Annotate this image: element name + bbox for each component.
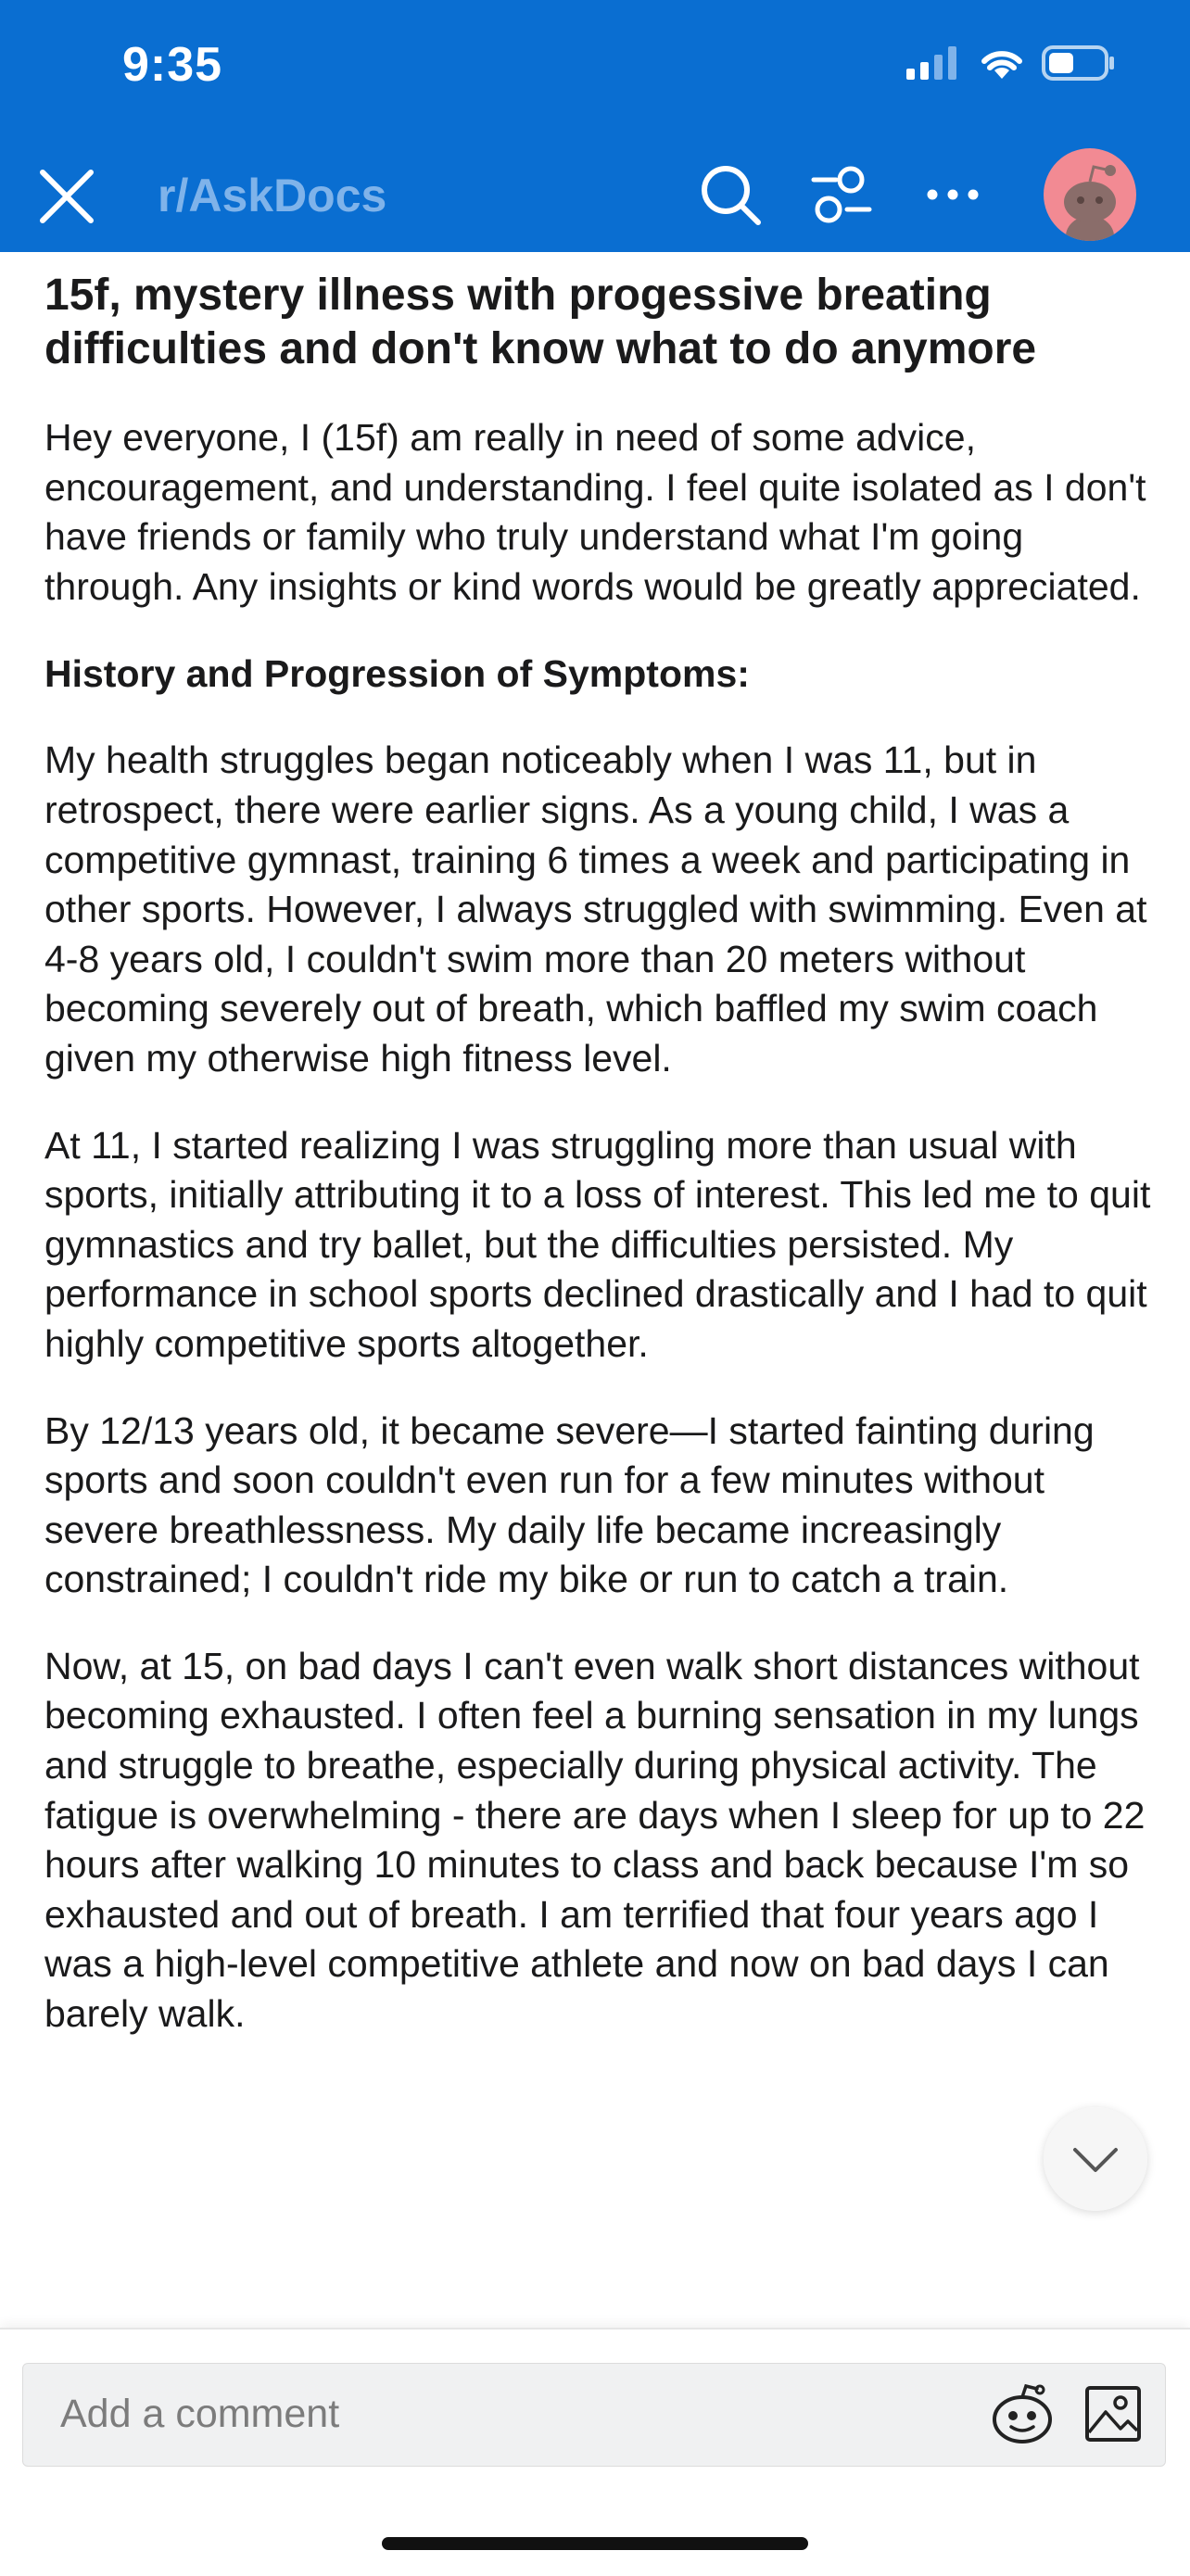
search-icon[interactable] — [697, 161, 764, 228]
app-header — [0, 0, 1190, 252]
subreddit-name[interactable]: r/AskDocs — [158, 170, 387, 221]
post-content — [44, 269, 1157, 2077]
filter-icon[interactable] — [808, 161, 875, 228]
wifi-icon — [979, 45, 1025, 81]
section-heading: History and Progression of Symptoms: — [44, 652, 750, 696]
snoo-avatar-icon — [1044, 148, 1136, 241]
close-icon[interactable] — [33, 163, 100, 230]
snoo-avatar[interactable] — [1044, 148, 1136, 241]
signal-icon — [906, 46, 962, 80]
post-title: 15f, mystery illness with progessive breating difficulties and don't know what to do anymore — [44, 271, 1037, 373]
post-paragraph: By 12/13 years old, it became severe—I started fainting during sports and soon couldn't even run for a few minutes without severe breathlessness. My daily life became increasingly constrained; I couldn't ride my bike or run to catch a train. — [44, 1408, 1095, 1601]
more-icon[interactable] — [923, 167, 982, 222]
comment-input[interactable] — [22, 2363, 1166, 2467]
scroll-down-button[interactable] — [1044, 2107, 1147, 2211]
status-time: 9:35 — [122, 38, 223, 92]
post-paragraph: My health struggles began noticeably when I was 11, but in retrospect, there were earlier signs. As a young child, I was a competitive gymnast, training 6 times a week and participating in other sports. However, I always struggled with swimming. Even at 4-8 years old, I couldn't swim more than 20 meters without becoming severely out of breath, which baffled my swim coach given my otherwise high fitness level. — [44, 739, 1147, 1080]
chevron-down-icon — [1070, 2142, 1121, 2176]
post-paragraph: Now, at 15, on bad days I can't even walk short distances without becoming exhausted. I often feel a burning sensation in my lungs and struggle to breathe, especially during physical activity. The fatigue is overwhelming - there are days when I sleep for up to 22 hours after walking 10 minutes to class and back because I'm so exhausted and out of breath. I am terrified that four years ago I was a high-level competitive athlete and now on bad days I can barely walk. — [44, 1644, 1146, 2036]
snoo-emoji-icon[interactable] — [987, 2382, 1057, 2447]
home-indicator — [382, 2537, 808, 2550]
image-icon[interactable] — [1083, 2384, 1143, 2443]
battery-icon — [1042, 44, 1116, 82]
status-icons — [906, 44, 1116, 82]
nav-bar — [0, 148, 1190, 241]
comment-placeholder: Add a comment — [60, 2392, 340, 2436]
post-intro: Hey everyone, I (15f) am really in need of some advice, encouragement, and understanding. I feel quite isolated as I don't have friends or family who truly understand what I'm going through. Any insights or kind words would be greatly appreciated. — [44, 416, 1146, 608]
post-paragraph: At 11, I started realizing I was struggling more than usual with sports, initially attributing it to a loss of interest. This led me to quit gymnastics and try ballet, but the difficulties persisted. My performance in school sports declined drastically and I had to quit highly competitive sports altogether. — [44, 1123, 1151, 1365]
